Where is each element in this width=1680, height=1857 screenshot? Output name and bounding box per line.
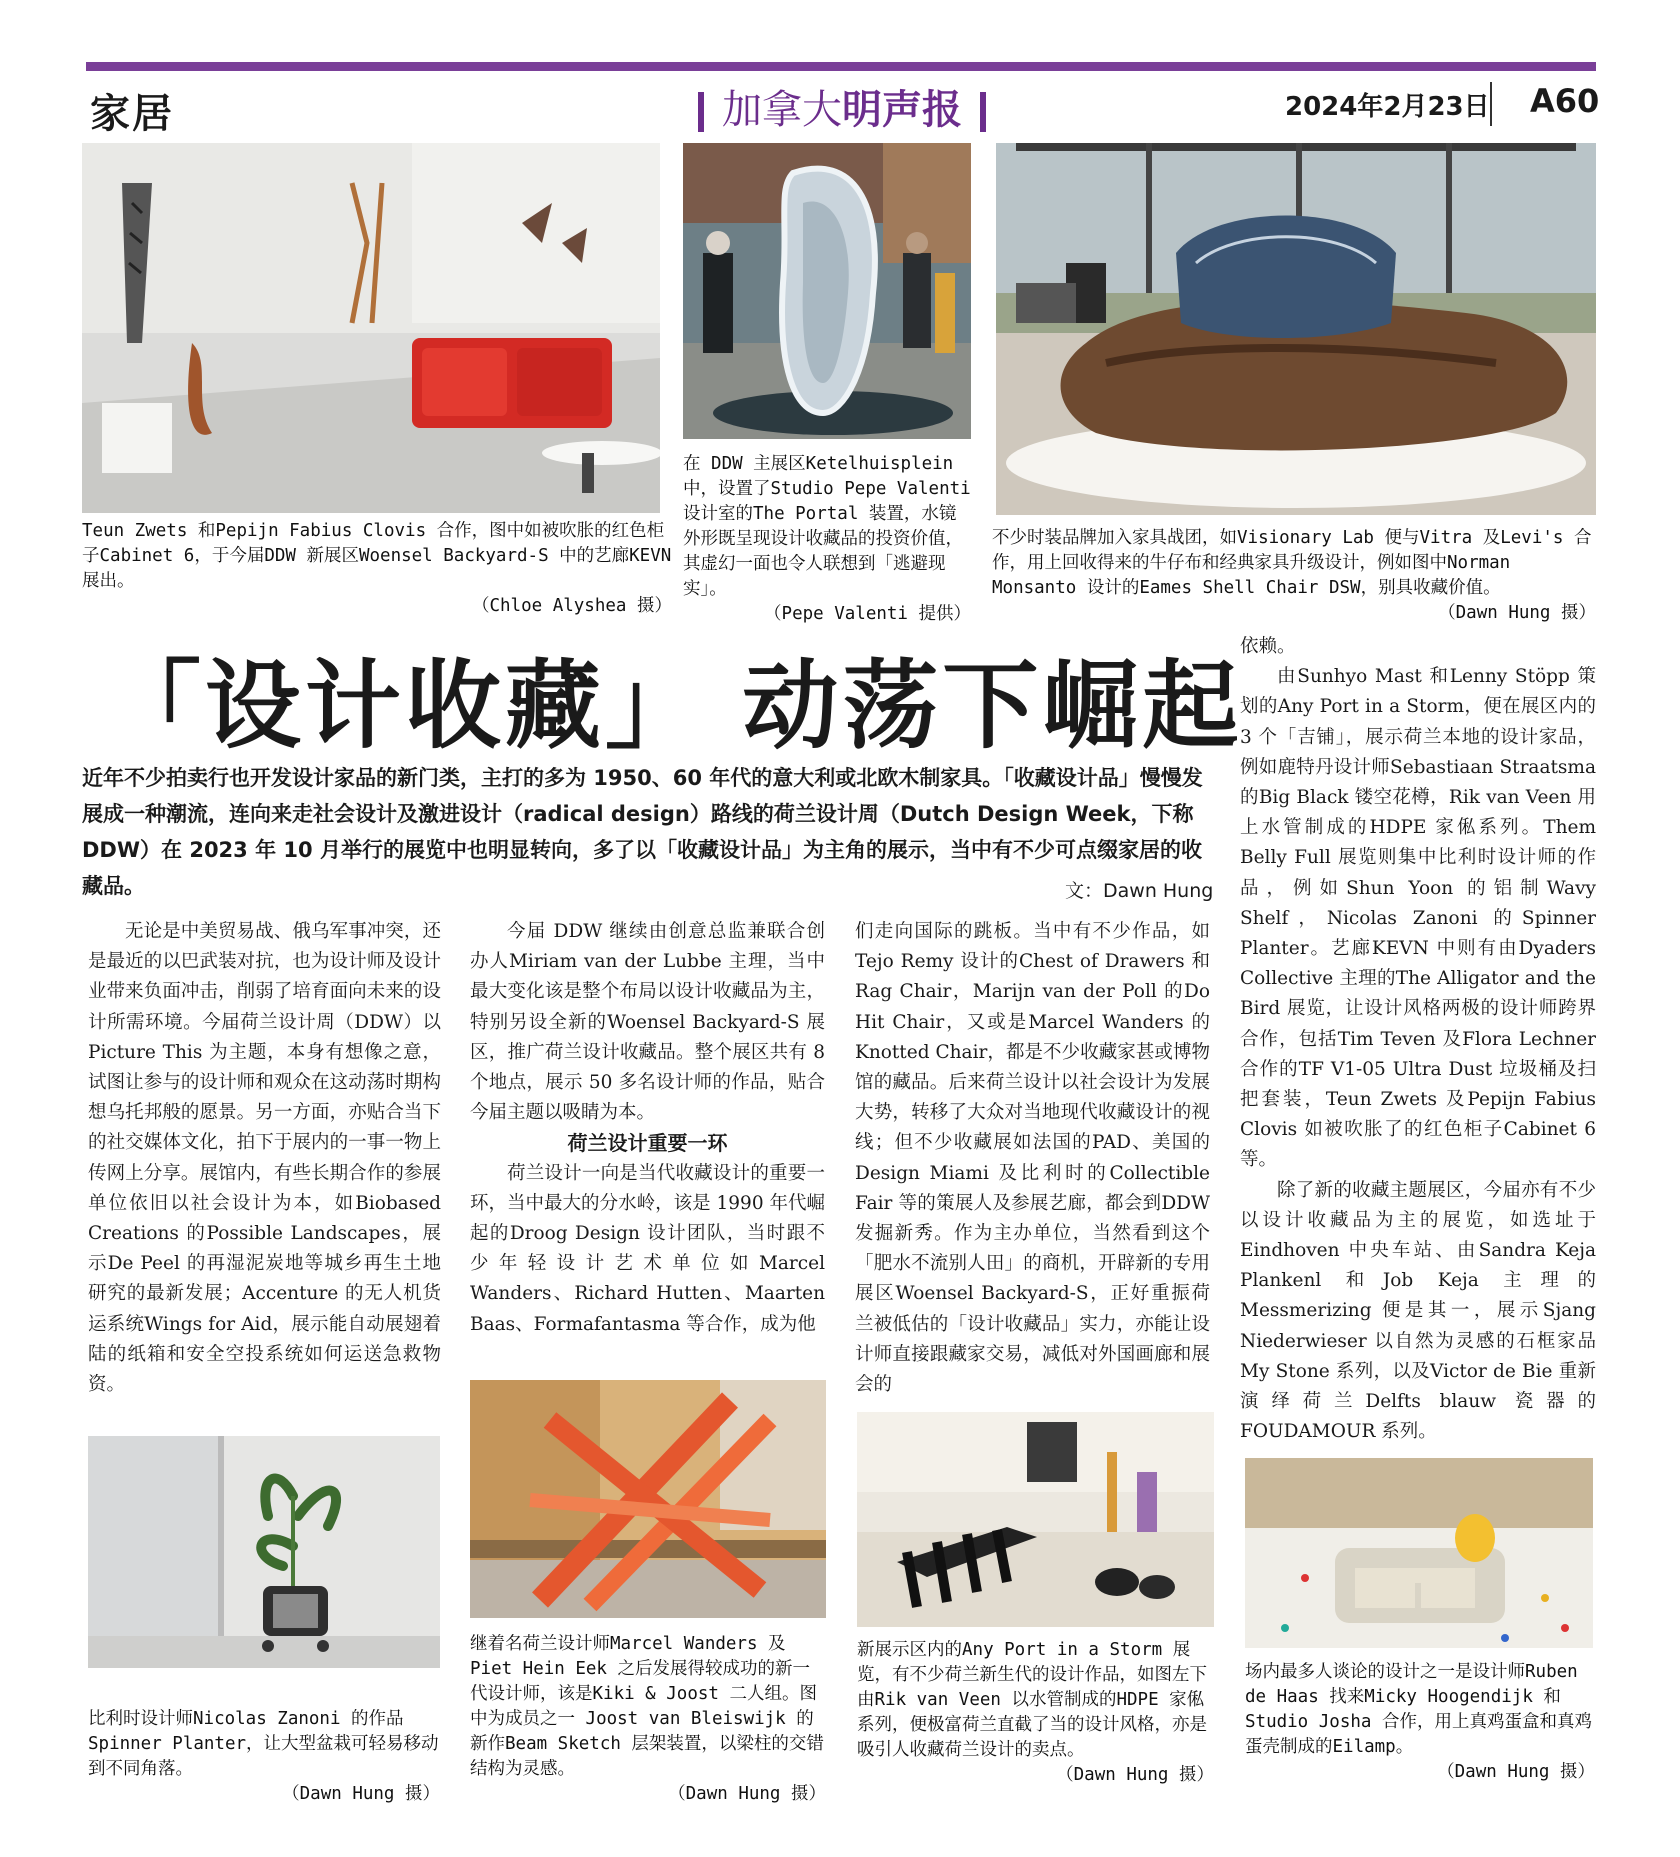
photo-eames-chair-log: [996, 143, 1596, 515]
page-number: A60: [1530, 82, 1600, 120]
caption-photo2-credit: （Pepe Valenti 提供）: [764, 604, 971, 624]
masthead-light: 加拿大: [722, 87, 842, 133]
col3-paragraph: 们走向国际的跳板。当中有不少作品，如Tejo Remy 设计的Chest of Drawers 和Rag Chair，Marijn van der Poll 的Do Hit Chair，又或是Marcel Wanders 的Knotted Chair，都是不少收藏家甚或博物馆的藏品。后来荷兰设计以社会设计为发展大势，转移了大众对当地现代收藏设计的视线；但不少收藏展如法国的PAD、美国的Design Miami 及比利时的Collectible Fair 等的策展人及参展艺廊，都会到DDW 发掘新秀。作为主办单位，当然看到这个「肥水不流别人田」的商机，开辟新的专用展区Woensel Backyard-S，正好重振荷兰被低估的「设计收藏品」实力，亦能让设计师直接跟藏家交易，减低对外国画廊和展会的: [855, 921, 1210, 1396]
caption-photo1: [82, 519, 672, 619]
article-column-1: [88, 917, 441, 1400]
caption-photo2-text: 在 DDW 主展区Ketelhuisplein中，设置了Studio Pepe Valenti 设计室的The Portal 装置，水镜外形既呈现设计收藏品的投资价值，其虚幻一面也令人联想到「逃避现实」。: [683, 454, 971, 599]
caption-photo5-credit: （Dawn Hung 摄）: [668, 1784, 826, 1804]
caption-photo7-credit: （Dawn Hung 摄）: [1437, 1762, 1595, 1782]
col4-paragraph-0: 依赖。: [1240, 636, 1296, 657]
caption-photo3-text: 不少时装品牌加入家具战团，如Visionary Lab 便与Vitra 及Levi's 合作，用上回收得来的牛仔布和经典家具升级设计，例如图中Norman Monsanto 设计的Eames Shell Chair DSW，别具收藏价值。: [992, 528, 1592, 598]
section-title: 家居: [90, 90, 174, 137]
col1-paragraph: 无论是中美贸易战、俄乌军事冲突，还是最近的以巴武装对抗，也为设计师及设计业带来负面冲击，削弱了培育面向未来的设计所需环境。今届荷兰设计周（DDW）以 Picture This 为主题，本身有想像之意，试图让参与的设计师和观众在这动荡时期构想乌托邦般的愿景。另一方面，亦贴合当下的社交媒体文化，拍下于展内的一事一物上传网上分享。展馆内，有些长期合作的参展单位依旧以社会设计为本，如Biobased Creations 的Possible Landscapes，展示De Peel 的再湿泥炭地等城乡再生土地研究的最新发展；Accenture 的无人机货运系统Wings for Aid，展示能自动展翅着陆的纸箱和安全空投系统如何运送急救物资。: [88, 921, 441, 1396]
caption-photo6-credit: （Dawn Hung 摄）: [1056, 1765, 1214, 1785]
caption-photo6-text: 新展示区内的Any Port in a Storm 展览，有不少荷兰新生代的设计作品，如图左下由Rik van Veen 以水管制成的HDPE 家俬系列，便极富荷兰直截了当的设计风格，亦是吸引人收藏荷兰设计的卖点。: [857, 1640, 1207, 1760]
col2-subhead: 荷兰设计重要一环: [567, 1131, 728, 1156]
photo-spinner-planter: [88, 1436, 440, 1668]
photo-eilamp: [1245, 1458, 1593, 1648]
masthead-left-bar: [698, 92, 704, 132]
photo-red-cabinet: [82, 143, 660, 513]
caption-photo4-text: 比利时设计师Nicolas Zanoni 的作品Spinner Planter，让大型盆栽可轻易移动到不同角落。: [88, 1709, 439, 1779]
col2-paragraph-2: 荷兰设计一向是当代收藏设计的重要一环，当中最大的分水岭，该是 1990 年代崛起的Droog Design 设计团队，当时跟不少年轻设计艺术单位如Marcel Wanders、Richard Hutten、Maarten Baas、Formafantasma 等合作，成为他: [470, 1162, 825, 1335]
caption-photo3-credit: （Dawn Hung 摄）: [1438, 603, 1596, 623]
article-headline: 「设计收藏」 动荡下崛起: [105, 649, 1243, 762]
masthead: [680, 78, 1004, 135]
col4-paragraph-1: 由Sunhyo Mast 和Lenny Stöpp 策划的Any Port in a Storm，便在展区内的 3 个「吉铺」，展示荷兰本地的设计家品，例如鹿特丹设计师Sebastiaan Straatsma 的Big Black 镂空花樽，Rik van Veen 用上水管制成的HDPE 家俬系列。Them Belly Full 展览则集中比利时设计师的作品，例如Shun Yoon 的铝制Wavy Shelf，Nicolas Zanoni 的Spinner Planter。艺廊KEVN 中则有由Dyaders Collective 主理的The Alligator and the Bird 展览，让设计风格两极的设计师跨界合作，包括Tim Teven 及Flora Lechner 合作的TF V1-05 Ultra Dust 垃圾桶及扫把套装，Teun Zwets 及Pepijn Fabius Clovis 如被吹胀了的红色柜子Cabinet 6 等。: [1240, 666, 1596, 1171]
caption-photo4-credit: （Dawn Hung 摄）: [282, 1784, 440, 1804]
top-accent-bar: [86, 62, 1596, 71]
caption-photo1-text: Teun Zwets 和Pepijn Fabius Clovis 合作，图中如被吹胀的红色柜子Cabinet 6，于今届DDW 新展区Woensel Backyard-S 中的艺廊KEVN展出。: [82, 521, 672, 591]
article-column-2: [470, 917, 825, 1340]
article-column-4: [1240, 632, 1596, 1447]
caption-photo7: [1245, 1660, 1595, 1785]
caption-photo1-credit: （Chloe Alyshea 摄）: [471, 596, 672, 616]
photo-beam-sketch: [470, 1380, 826, 1618]
article-lede: 近年不少拍卖行也开发设计家品的新门类，主打的多为 1950、60 年代的意大利或北欧木制家具。「收藏设计品」慢慢发展成一种潮流，连向来走社会设计及激进设计（radical design）路线的荷兰设计周（Dutch Design Week，下称 DDW）在 2023 年 10 月举行的展览中也明显转向，多了以「收藏设计品」为主角的展示，当中有不少可点缀家居的收藏品。: [82, 766, 1203, 898]
article-byline: 文：Dawn Hung: [1065, 880, 1214, 902]
caption-photo6: [857, 1638, 1214, 1788]
caption-photo7-text: 场内最多人谈论的设计之一是设计师Ruben de Haas 找来Micky Hoogendijk 和Studio Josha 合作，用上真鸡蛋盒和真鸡蛋壳制成的Eilamp。: [1245, 1662, 1592, 1757]
issue-date: 2024年2月23日: [1285, 92, 1490, 122]
col2-paragraph-1: 今届 DDW 继续由创意总监兼联合创办人Miriam van der Lubbe 主理，当中最大变化该是整个布局以设计收藏品为主，特别另设全新的Woensel Backyard-S 展区，推广荷兰设计收藏品。整个展区共有 8 个地点，展示 50 多名设计师的作品，贴合今届主题以吸睛为本。: [470, 921, 825, 1124]
masthead-bold: 明声报: [842, 87, 962, 133]
caption-photo2: [683, 452, 971, 627]
col4-paragraph-2: 除了新的收藏主题展区，今届亦有不少以设计收藏品为主的展览，如选址于Eindhoven 中央车站、由Sandra Keja Plankenl 和Job Keja 主理的Messmerizing 便是其一，展示Sjang Niederwieser 以自然为灵感的石框家品My Stone 系列，以及Victor de Bie 重新演绎荷兰Delfts blauw 瓷器的FOUDAMOUR 系列。: [1240, 1179, 1596, 1443]
caption-photo5: [470, 1632, 826, 1807]
header-divider: [1490, 82, 1492, 126]
caption-photo4: [88, 1707, 440, 1807]
article-column-3: [855, 917, 1210, 1400]
caption-photo3: [992, 526, 1596, 626]
photo-any-port-storm: [857, 1412, 1214, 1627]
caption-photo5-text: 继着名荷兰设计师Marcel Wanders 及Piet Hein Eek 之后发展得较成功的新一代设计师，该是Kiki & Joost 二人组。图中为成员之一 Joost van Bleiswijk 的新作Beam Sketch 层架装置，以梁柱的交错结构为灵感。: [470, 1634, 824, 1779]
masthead-right-bar: [980, 92, 986, 132]
photo-the-portal: [683, 143, 971, 439]
